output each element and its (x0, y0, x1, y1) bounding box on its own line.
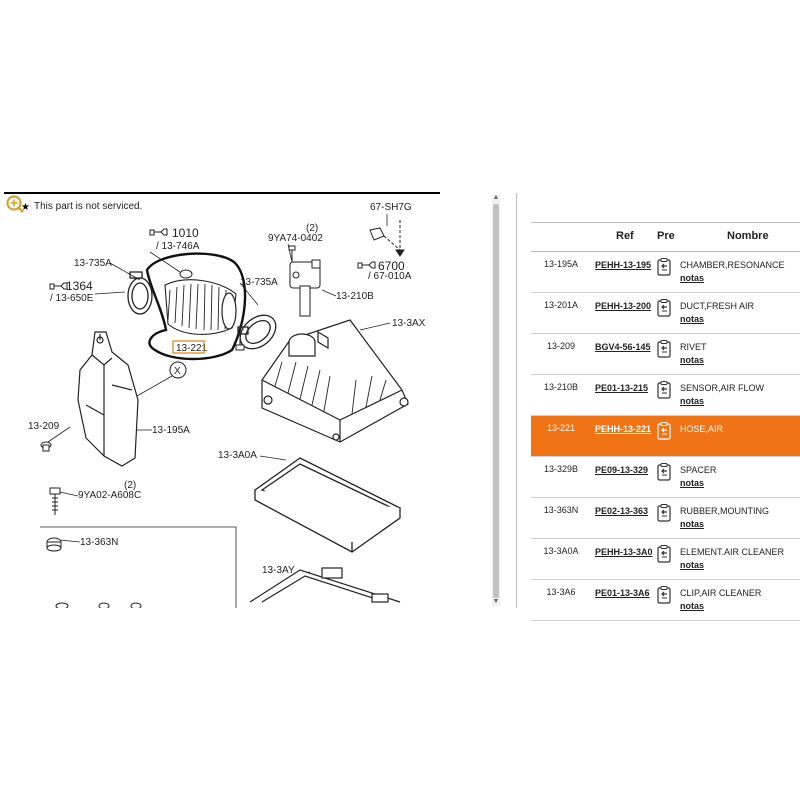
table-row[interactable] (531, 457, 800, 498)
callout-13-735a-right[interactable]: 13-735A (240, 277, 278, 288)
callout-67-sh7g[interactable]: 67-SH7G (370, 202, 412, 213)
hand-pointer-icon (50, 283, 67, 289)
pane-divider (516, 193, 517, 608)
clipboard-return-icon[interactable] (656, 257, 673, 277)
part-drawing-partial (56, 603, 141, 608)
part-description: SENSOR,AIR FLOW (680, 383, 765, 393)
callout-13-3ay[interactable]: 13-3AY (262, 565, 295, 576)
rivet-drawing[interactable] (41, 442, 51, 451)
part-name (680, 300, 800, 326)
notas-link[interactable]: notas (680, 273, 705, 283)
table-row[interactable] (531, 334, 800, 375)
callout-13-209[interactable]: 13-209 (28, 421, 60, 432)
part-code: 13-221 (546, 423, 576, 433)
part-description: RUBBER,MOUNTING (680, 506, 770, 516)
part-code: 13-201A (543, 300, 579, 310)
notas-link[interactable]: notas (680, 314, 705, 324)
part-code: 13-329B (543, 464, 579, 474)
table-row[interactable] (531, 252, 800, 293)
part-name (680, 546, 800, 572)
part-name (680, 423, 800, 436)
clipboard-return-icon[interactable] (656, 380, 673, 400)
air-flow-sensor-drawing[interactable] (290, 260, 320, 316)
clipboard-return-icon[interactable] (656, 298, 673, 318)
column-header-ref[interactable]: Ref (616, 230, 634, 242)
callout-13-221[interactable]: 13-221 (176, 343, 208, 354)
parts-table (531, 222, 800, 621)
part-name (680, 382, 800, 408)
svg-text:X: X (174, 366, 181, 377)
resonance-chamber-drawing[interactable] (78, 332, 138, 466)
part-ref-link[interactable]: PEHH-13-3A0 (595, 547, 653, 557)
clipboard-return-icon[interactable] (656, 503, 673, 523)
part-name (680, 505, 800, 531)
table-header (531, 222, 800, 252)
part-description: HOSE,AIR (680, 424, 724, 434)
notas-link[interactable]: notas (680, 478, 705, 488)
mounting-rubber-drawing[interactable] (47, 538, 61, 551)
part-description: RIVET (680, 342, 707, 352)
part-name (680, 464, 800, 490)
part-ref-link[interactable]: PE02-13-363 (595, 506, 649, 516)
part-code: 13-3A6 (546, 587, 576, 597)
diagram-viewer[interactable] (0, 190, 500, 608)
table-row[interactable] (531, 580, 800, 621)
callout-13-746a[interactable]: / 13-746A (156, 241, 200, 252)
column-header-nombre[interactable]: Nombre (727, 230, 769, 242)
callout-13-3ax[interactable]: 13-3AX (392, 318, 426, 329)
clipboard-return-icon[interactable] (656, 462, 673, 482)
part-name (680, 341, 800, 367)
part-code: 13-3A0A (543, 546, 579, 556)
table-row[interactable] (531, 293, 800, 334)
callout-67-010a[interactable]: / 67-010A (368, 271, 412, 282)
callout-6700[interactable]: 6700 (378, 259, 405, 273)
table-row[interactable] (531, 539, 800, 580)
air-filter-element-drawing[interactable] (255, 458, 400, 552)
hand-pointer-icon (358, 262, 375, 268)
clipboard-return-icon[interactable] (656, 339, 673, 359)
not-serviced-star-icon: ★ (21, 202, 30, 213)
view-x-marker (170, 362, 186, 378)
part-code: 13-209 (546, 341, 576, 351)
hand-pointer-icon (150, 229, 167, 235)
scroll-down-arrow-icon[interactable]: ▼ (492, 598, 500, 605)
part-code: 13-363N (543, 505, 579, 515)
bolt-drawing (50, 488, 60, 515)
callout-13-735a-left[interactable]: 13-735A (74, 258, 112, 269)
inset-frame (40, 527, 236, 608)
not-serviced-notice: This part is not serviced. (34, 201, 143, 212)
notas-link[interactable]: notas (680, 560, 705, 570)
notas-link[interactable]: notas (680, 601, 705, 611)
callout-9ya02-a608c[interactable]: 9YA02-A608C (78, 490, 142, 501)
callout-13-195a[interactable]: 13-195A (152, 425, 190, 436)
callout-13-363n[interactable]: 13-363N (80, 537, 119, 548)
table-row[interactable] (531, 416, 800, 457)
notas-link[interactable]: notas (680, 355, 705, 365)
notas-link[interactable]: notas (680, 396, 705, 406)
callout-13-3a0a[interactable]: 13-3A0A (218, 450, 257, 461)
scrollbar-thumb[interactable] (493, 204, 499, 598)
callout-9ya02-qty: (2) (124, 480, 137, 491)
callout-9ya74-0402[interactable]: 9YA74-0402 (268, 233, 323, 244)
part-description: SPACER (680, 465, 717, 475)
column-header-pre[interactable]: Pre (657, 230, 675, 242)
part-ref-link[interactable]: PEHH-13-221 (595, 424, 652, 434)
part-ref-link[interactable]: PE01-13-215 (595, 383, 649, 393)
part-description: ELEMENT.AIR CLEANER (680, 547, 785, 557)
callout-1010[interactable]: 1010 (172, 226, 199, 240)
table-row[interactable] (531, 375, 800, 416)
part-name (680, 259, 800, 285)
callout-1364[interactable]: 1364 (66, 279, 93, 293)
air-cleaner-cover-drawing[interactable] (262, 320, 408, 442)
part-ref-link[interactable]: PEHH-13-195 (595, 260, 652, 270)
clipboard-return-icon[interactable] (656, 585, 673, 605)
part-description: DUCT,FRESH AIR (680, 301, 755, 311)
part-description: CLIP,AIR CLEANER (680, 588, 762, 598)
callout-13-210b[interactable]: 13-210B (336, 291, 374, 302)
clipboard-return-icon[interactable] (656, 544, 673, 564)
scroll-up-arrow-icon[interactable]: ▲ (492, 194, 500, 201)
table-row[interactable] (531, 498, 800, 539)
diagram-scrollbar[interactable] (492, 194, 500, 606)
callout-13-650e[interactable]: / 13-650E (50, 293, 94, 304)
part-code: 13-210B (543, 382, 579, 392)
part-name (680, 587, 800, 613)
part-code: 13-195A (543, 259, 579, 269)
part-ref-link[interactable]: PE01-13-3A6 (595, 588, 650, 598)
part-description: CHAMBER,RESONANCE (680, 260, 785, 270)
clipboard-return-icon[interactable] (656, 421, 673, 441)
notas-link[interactable]: notas (680, 519, 705, 529)
part-ref-link[interactable]: BGV4-56-145 (595, 342, 651, 352)
part-ref-link[interactable]: PEHH-13-200 (595, 301, 652, 311)
part-ref-link[interactable]: PE09-13-329 (595, 465, 649, 475)
callout-9ya74-qty: (2) (306, 223, 319, 234)
